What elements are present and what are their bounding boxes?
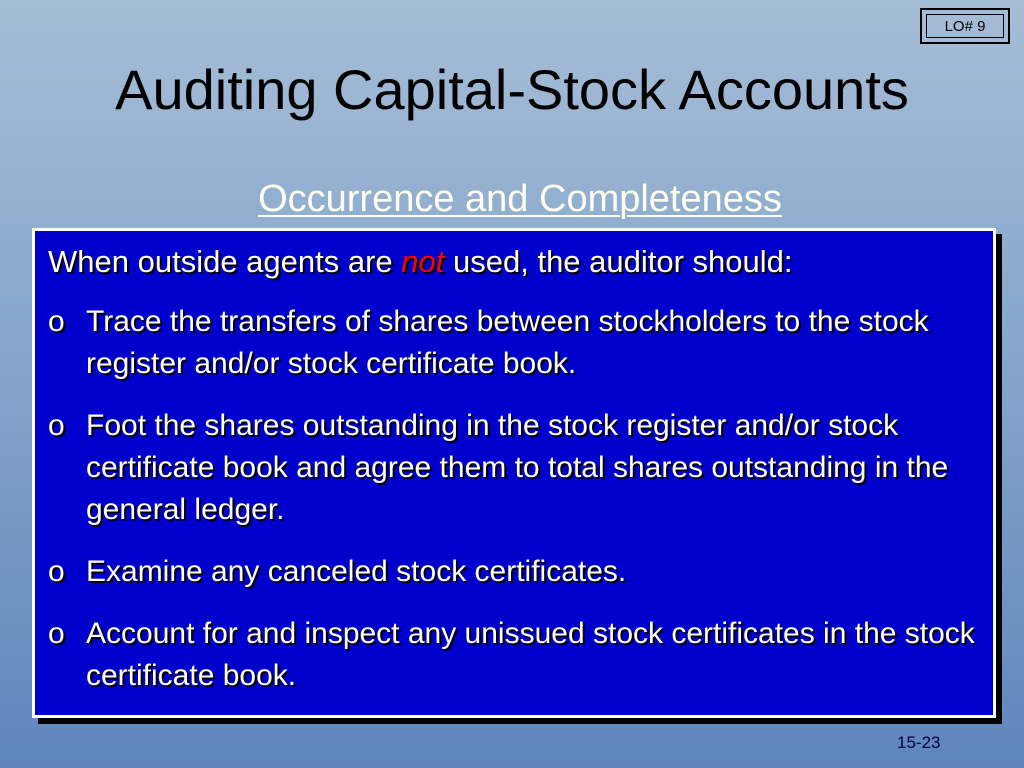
lo-badge-label: LO# 9 [926,14,1004,38]
bullet-item [48,551,979,593]
slide-subtitle: Occurrence and Completeness [258,178,782,220]
bullet-marker: o [48,555,65,588]
bullet-marker: o [48,617,65,650]
panel-body [32,228,996,718]
bullet-list [48,301,979,697]
intro-emphasis: not [401,244,445,279]
bullet-text: Foot the shares outstanding in the stock register and/or stock certificate book and agree them to total shares outstanding in the general ledger. [86,409,949,526]
bullet-marker: o [48,409,65,442]
bullet-marker: o [48,305,65,338]
intro-before: When outside agents are [48,244,402,279]
bullet-text: Trace the transfers of shares between stockholders to the stock register and/or stock certificate book. [86,305,929,380]
bullet-item [48,301,979,385]
bullet-item [48,613,979,697]
slide-title: Auditing Capital-Stock Accounts [115,58,909,121]
content-panel [32,228,996,718]
bullet-item [48,405,979,531]
bullet-text: Examine any canceled stock certificates. [86,555,627,588]
intro-after: used, the auditor should: [444,244,793,279]
lo-badge [920,8,1010,44]
bullet-text: Account for and inspect any unissued stock certificates in the stock certificate book. [86,617,975,692]
page-number: 15-23 [897,733,941,752]
intro-line [48,243,979,281]
